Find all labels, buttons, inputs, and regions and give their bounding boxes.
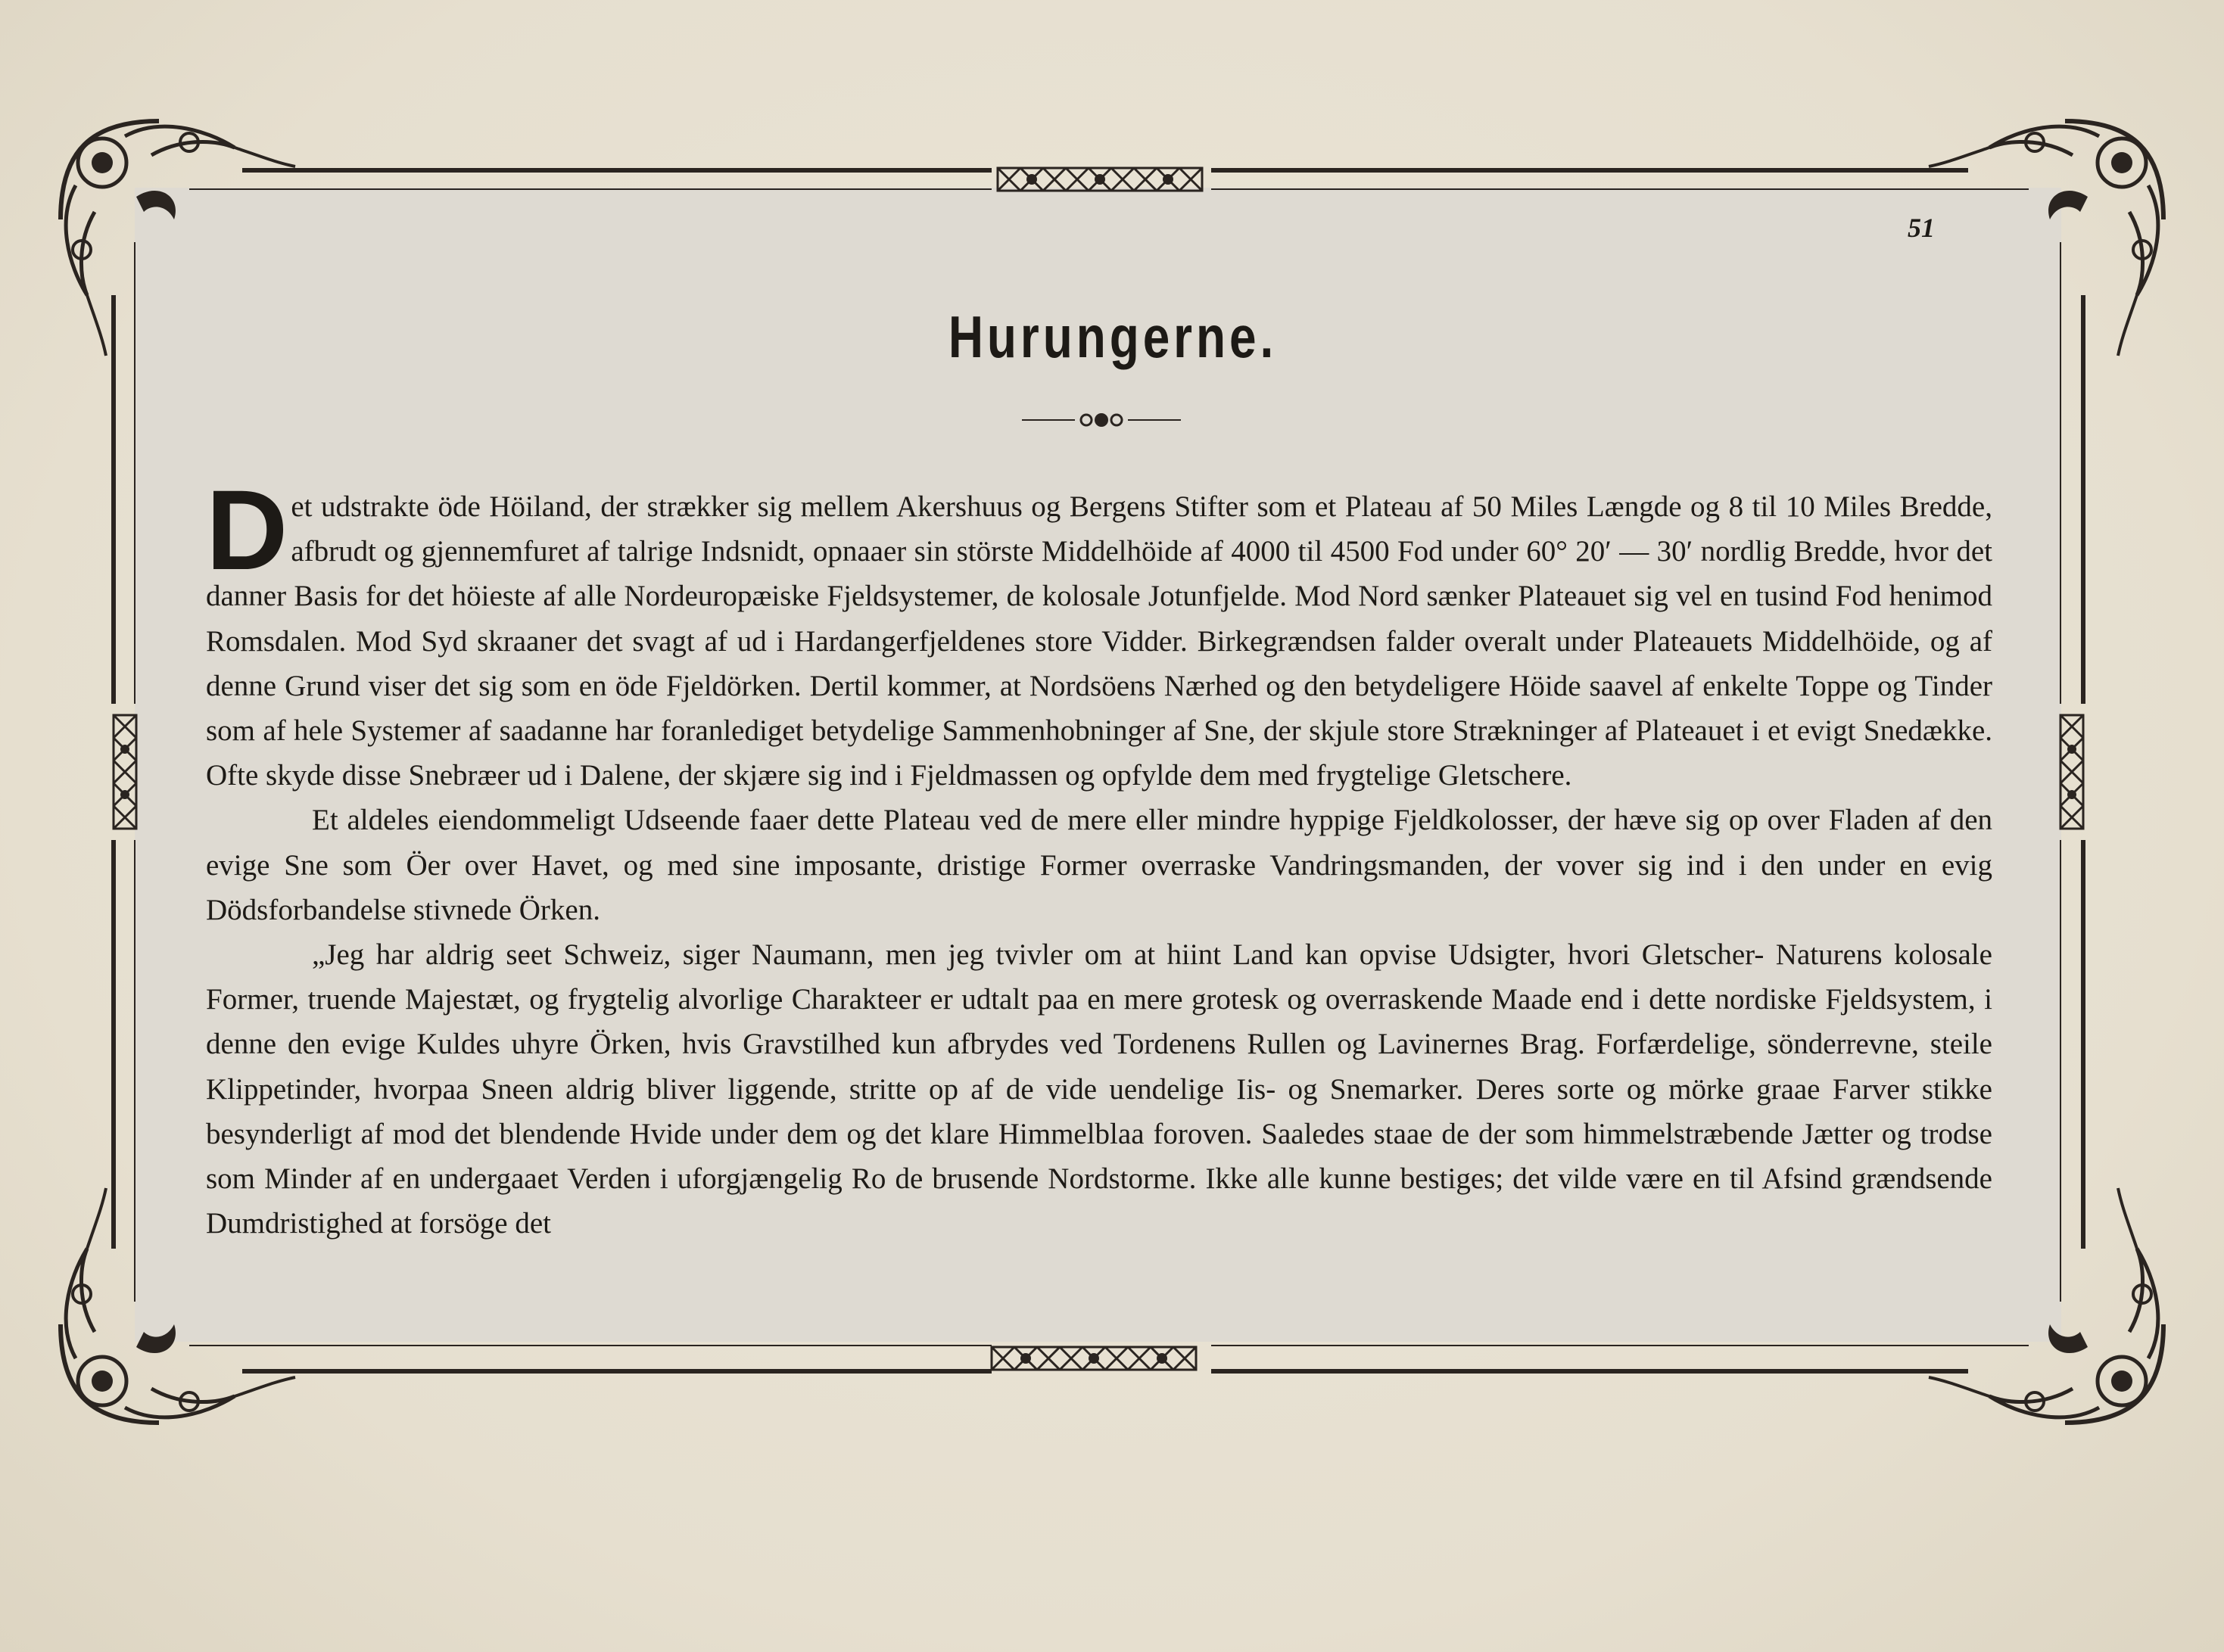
paragraph-1 [206,484,1992,798]
chapter-title: Hurungerne. [948,303,1278,370]
paragraph-2: Et aldeles eiendommeligt Udseende faaer dette Plateau ved de mere eller mindre hyppige Fjeldkolosser, der hæve sig op over Fladen af den evige Sne som Öer over Havet, og med sine imposante, dristige Former overraske Vandringsmanden, der vover sig ind i den under en evig Dödsforbandelse stivnede Örken. [206,804,1992,926]
divider-scroll-icon [1022,405,1181,435]
paragraph-3: „Jeg har aldrig seet Schweiz, siger Naumann, men jeg tvivler om at hiint Land kan opvise Udsigter, hvori Gletscher- Naturens kolosale Former, truende Majestæt, og frygtelig alvorlige Charakteer er udtalt paa en mere grotesk og overraskende Maade end i dette nordiske Fjeldsystem, i denne den evige Kuldes uhyre Örken, hvis Gravstilhed kun afbrydes ved Tordenens Rullen og Lavinernes Brag. Forfærdelige, sönderrevne, steile Klippetinder, hvorpaa Sneen aldrig bliver liggende, stritte op af de vide uendelige Iis- og Snemarker. Deres sorte og mörke graae Farver stikke besynderligt af mod det blendende Hvide under dem og det klare Himmelblaa foroven. Saaledes staae de der som himmelstræbende Jætter og trodse som Minder af en undergaaet Verden i uforgjængelig Ro de brusende Nordstorme. Ikke alle kunne bestiges; det vilde være en til Afsind grændsende Dumdristighed at forsöge det [206,938,1992,1240]
page-number: 51 [1908,213,1935,243]
paragraph-1-text: et udstrakte öde Höiland, der strækker sig mellem Akershuus og Bergens Stifter som et Plateau af 50 Miles Længde og 8 til 10 Miles Bredde, afbrudt og gjennemfuret af talrige Indsnidt, opnaaer sin störste Middelhöide af 4000 til 4500 Fod under 60° 20′ — 30′ nordlig Bredde, hvor det danner Basis for det höieste af alle Nordeuropæiske Fjeldsystemer, de kolosale Jotunfjelde. Mod Nord sænker Plateauet sig vel en tusind Fod henimod Romsdalen. Mod Syd skraaner det svagt af ud i Hardangerfjeldenes store Vidder. Birkegrændsen falder overalt under Plateauets Middelhöide, og af denne Grund viser det sig som en öde Fjeldörken. Dertil kommer, at Nordsöens Nærhed og den betydeligere Höide saavel af enkelte Toppe og Tinder som af hele Systemer af saadanne har foranlediget betydelige Sammenhobninger af Sne, der skjule store Strækninger af Plateauet i et evigt Snedække. Ofte skyde disse Snebræer ud i Dalene, der skjære sig ind i Fjeldmassen og opfylde dem med frygtelige Gletschere. [206,490,1992,792]
article-body [206,484,1992,1294]
drop-cap: D [206,484,288,593]
